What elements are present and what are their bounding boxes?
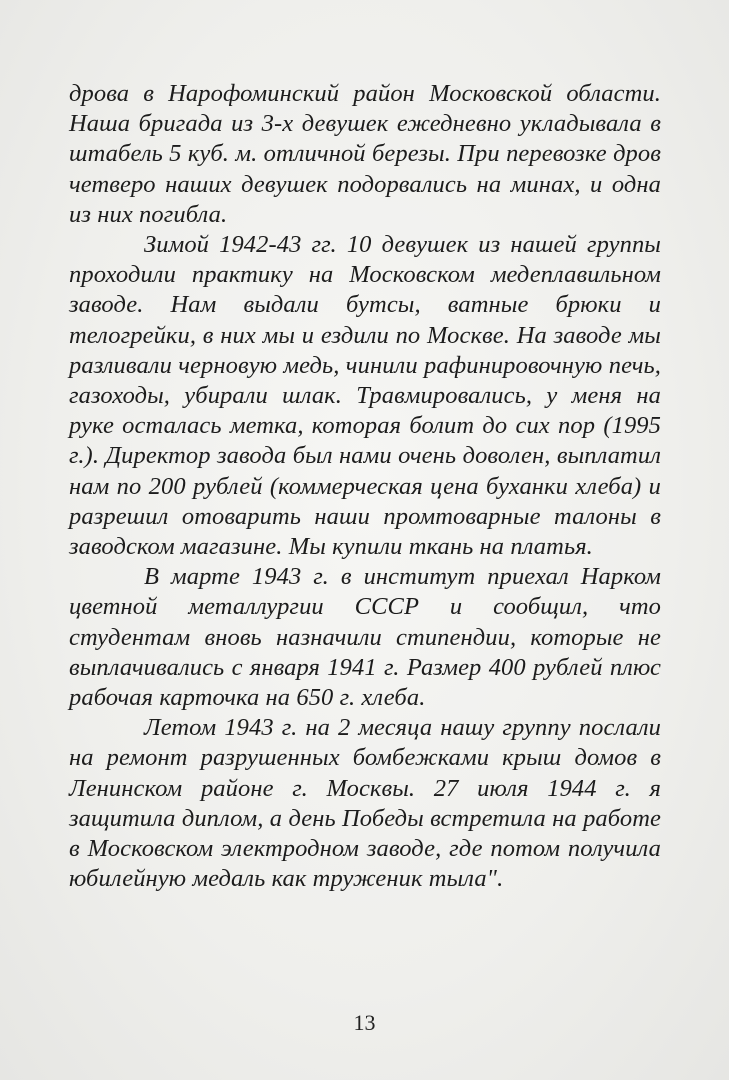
- paragraph-2: Зимой 1942-43 гг. 10 девушек из нашей группы проходили практику на Московском медеплавильном заводе. Нам выдали бутсы, ватные брюки и телогрейки, в них мы и ездили по Москве. На заводе мы разливали черновую медь, чинили рафинировочную печь, газоходы, убирали шлак. Травмировались, у меня на руке осталась метка, которая болит до сих пор (1995 г.). Директор завода был нами очень доволен, выплатил нам по 200 рублей (коммерческая цена буханки хлеба) и разрешил отоварить наши промтоварные талоны в заводском магазине. Мы купили ткань на платья.: [69, 231, 661, 561]
- paragraph-1: дрова в Нарофоминский район Московской области. Наша бригада из 3-х девушек ежедневно укладывала в штабель 5 куб. м. отличной березы. При перевозке дров четверо наших девушек подорвались на минах, и одна из них погибла.: [69, 80, 661, 228]
- paragraph-3: В марте 1943 г. в институт приехал Нарком цветной металлургии СССР и сообщил, что студентам вновь назначили стипендии, которые не выплачивались с января 1941 г. Размер 400 рублей плюс рабочая карточка на 650 г. хлеба.: [69, 563, 661, 712]
- page-number: 13: [353, 1010, 376, 1035]
- page-text: [69, 79, 661, 894]
- paragraph-4: Летом 1943 г. на 2 месяца нашу группу послали на ремонт разрушенных бомбежками крыш домов в Ленинском районе г. Москвы. 27 июля 1944 г. я защитила диплом, а день Победы встретила на работе в Московском электродном заводе, где потом получила юбилейную медаль как труженик тыла".: [69, 714, 661, 893]
